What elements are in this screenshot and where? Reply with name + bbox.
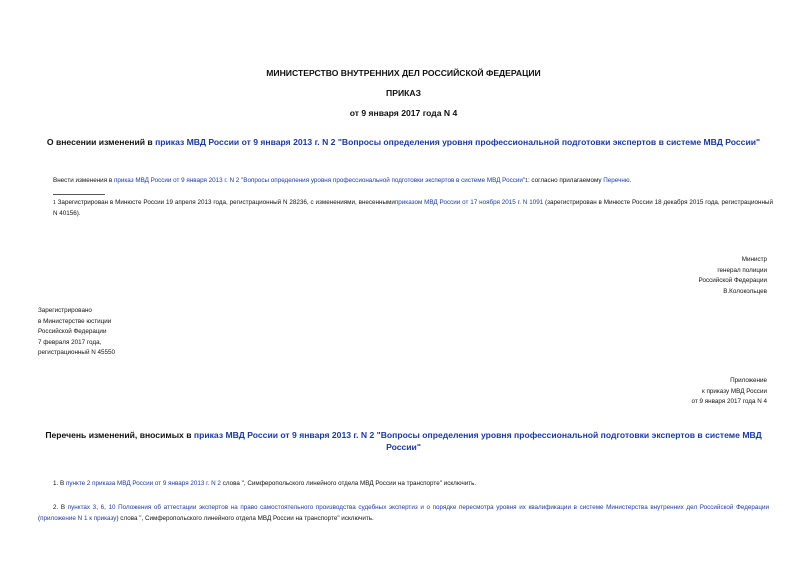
intro-order-link[interactable]: приказ МВД России от 9 января 2013 г. N 2 "Вопросы определения уровня профессиональной подготовки экспертов в системе МВД России": [113, 177, 526, 184]
appendix-block: [567, 376, 767, 408]
intro-after: .: [629, 177, 632, 184]
registration-line: в Министерстве юстиции: [38, 317, 112, 325]
item1-after: слова ", Симферопольского линейного отдела МВД России на транспорте" исключить.: [220, 480, 477, 487]
doc-type-heading: ПРИКАЗ: [386, 88, 421, 98]
footnote-text: [53, 198, 773, 219]
registration-line: Российской Федерации: [38, 328, 107, 335]
intro-footnote-ref[interactable]: 1: [525, 178, 528, 184]
appendix-line: к приказу МВД России: [701, 387, 767, 395]
item2-after: ) слова ", Симферопольского линейного отдела МВД России на транспорте" исключить.: [116, 514, 374, 522]
list-title-prefix: Перечень изменений, вносимых в: [45, 430, 194, 440]
list-title-order-link[interactable]: приказ МВД России от 9 января 2013 г. N 2 "Вопросы определения уровня профессиональной подготовки экспертов в системе МВД России": [193, 430, 762, 452]
item1-link[interactable]: пункте 2 приказа МВД России от 9 января 2013 г. N 2: [65, 480, 221, 487]
ministry-heading: МИНИСТЕРСТВО ВНУТРЕННИХ ДЕЛ РОССИЙСКОЙ ФЕДЕРАЦИИ: [266, 68, 541, 78]
list-item: [53, 479, 773, 490]
list-item: [38, 503, 769, 524]
intro-before: Внести изменения в: [53, 177, 114, 184]
item2-link-appendix[interactable]: приложение N 1 к приказу: [40, 514, 117, 522]
registration-line: регистрационный N 45550: [38, 349, 116, 356]
registration-block: [38, 306, 238, 359]
signature-block: [567, 255, 767, 297]
item2-sep: ,: [96, 504, 101, 511]
registration-line: Зарегистрировано: [38, 307, 92, 314]
item1-number: 1. В: [53, 480, 66, 487]
intro-middle: : согласно прилагаемому: [527, 177, 604, 184]
signature-line: В.Колокольцев: [723, 287, 767, 295]
signature-line: Министр: [741, 256, 767, 263]
item2-sep: (: [38, 514, 41, 522]
title-order-link[interactable]: приказ МВД России от 9 января 2013 г. N 2 "Вопросы определения уровня профессиональной подготовки экспертов в системе МВД России": [155, 137, 761, 147]
footnote-before: Зарегистрирован в Минюсте России 19 апреля 2013 года, регистрационный N 28236, с изменениями, внесенными: [55, 199, 395, 206]
appendix-line: от 9 января 2017 года N 4: [691, 398, 767, 405]
item2-sep: ,: [104, 504, 109, 511]
registration-line: 7 февраля 2017 года,: [38, 338, 102, 346]
title-prefix: О внесении изменений в: [46, 137, 156, 147]
item2-link-p3[interactable]: пунктах 3: [67, 504, 97, 511]
item2-number: 2. В: [53, 504, 68, 511]
date-number-heading: от 9 января 2017 года N 4: [349, 108, 458, 118]
footnote-amending-order-link[interactable]: приказом МВД России от 17 ноября 2015 г. N 1091: [394, 199, 544, 206]
appendix-line: Приложение: [730, 377, 767, 384]
document-title: [45, 137, 762, 149]
intro-paragraph: [53, 176, 773, 187]
signature-line: генерал полиции: [717, 266, 767, 274]
list-title: [40, 430, 767, 453]
signature-line: Российской Федерации: [698, 277, 767, 284]
footnote-after: (зарегистрирован в Минюсте России 18 декабря 2015 года, регистрационный N 40156).: [53, 199, 773, 217]
footnote-marker: 1: [53, 200, 56, 206]
item2-link-p6[interactable]: 6: [100, 504, 105, 511]
footnote-divider: [53, 194, 105, 195]
intro-list-link[interactable]: Перечню: [603, 177, 630, 184]
item2-link-regulation[interactable]: 10 Положения об аттестации экспертов на право самостоятельного производства судебных экспертиз и о порядке пересмотра уровня их квалификации в системе Министерства внутренних дел Российской Федерации: [108, 504, 770, 511]
